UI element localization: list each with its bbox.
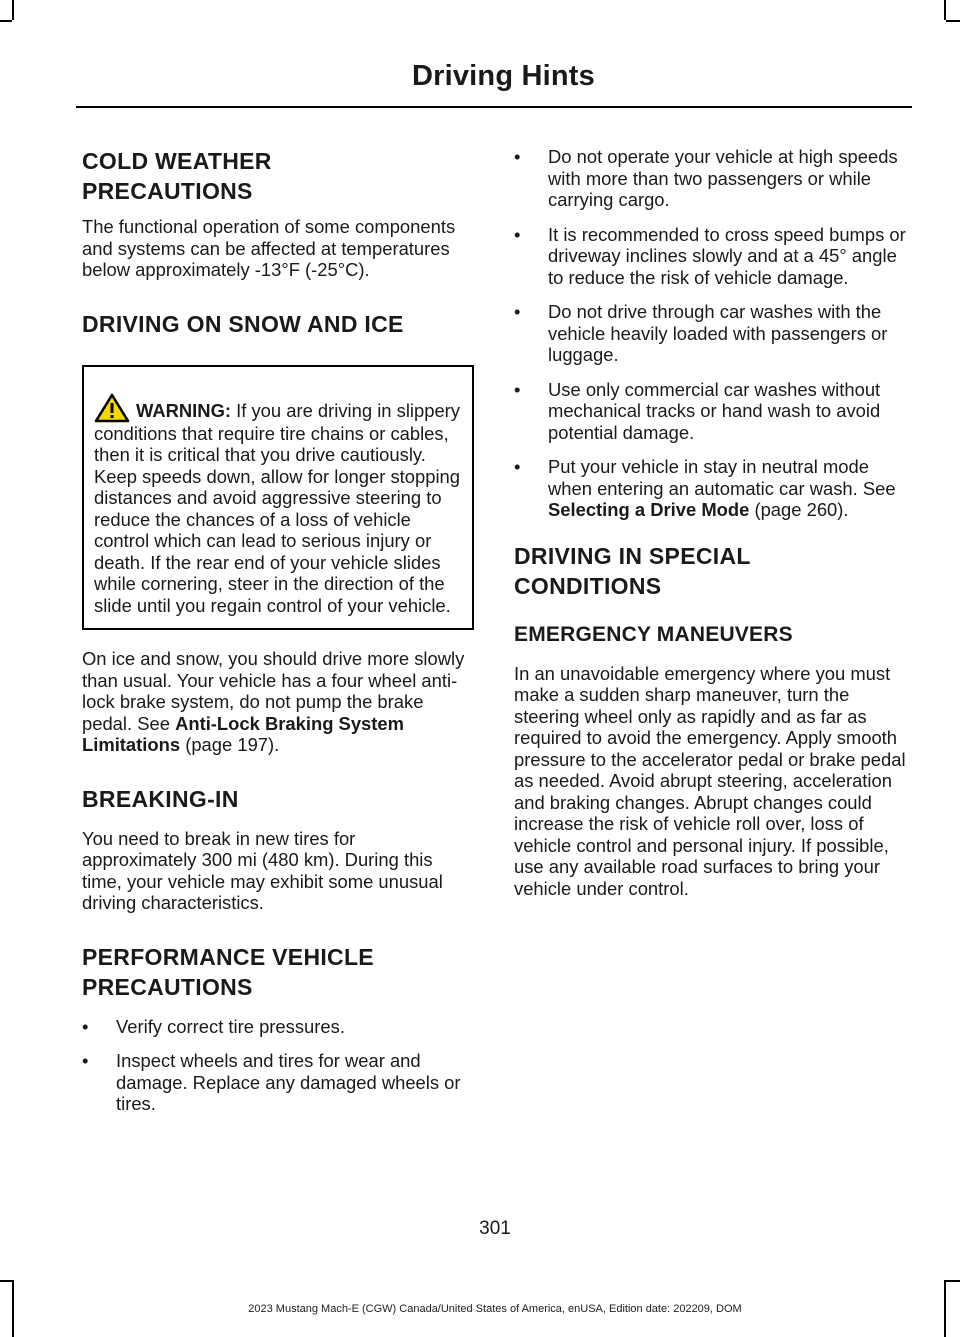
list-item: [514, 456, 908, 521]
heading-line: COLD WEATHER: [82, 148, 272, 174]
list-item: • Inspect wheels and tires for wear and damage. Replace any damaged wheels or tires.: [82, 1050, 474, 1115]
text-run: (page 260).: [749, 499, 849, 520]
page-title: Driving Hints: [411, 60, 595, 92]
warning-text: If you are driving in slippery conditions that require tire chains or cables, then it is critical that you drive cautiously. Keep speeds down, allow for longer stopping distances and avoid aggressive steering to reduce the chances of a loss of vehicle control which can lead to serious injury or death. If the rear end of your vehicle slides while cornering, steer in the direction of the slide until you regain control of your vehicle.: [94, 399, 461, 616]
heading-line: CONDITIONS: [514, 572, 662, 599]
crop-mark: [946, 20, 960, 22]
heading-line: PRECAUTIONS: [82, 178, 253, 204]
list-item: • Do not drive through car washes with the vehicle heavily loaded with passengers or luggage.: [514, 301, 908, 366]
header-divider: [76, 106, 912, 108]
breaking-in-text: You need to break in new tires for approximately 300 mi (480 km). During this time, your vehicle may exhibit some unusual driving characteristics.: [82, 827, 443, 913]
left-column: [82, 146, 474, 1143]
performance-list: [82, 1016, 474, 1115]
list-item: • Do not operate your vehicle at high speeds with more than two passengers or while carrying cargo.: [514, 146, 908, 211]
list-item: • It is recommended to cross speed bumps or driveway inclines slowly and at a 45° angle to reduce the risk of vehicle damage.: [514, 224, 908, 289]
warning-label: WARNING:: [136, 399, 232, 421]
special-conditions-heading: [514, 541, 908, 601]
performance-heading: [82, 942, 474, 1002]
warning-box: [82, 365, 474, 631]
crop-mark: [946, 1280, 960, 1282]
abs-limitations-link[interactable]: Anti-Lock Braking System Limitations: [82, 712, 404, 755]
cold-weather-heading: [82, 146, 474, 206]
warning-triangle-icon: [94, 393, 130, 423]
crop-mark: [944, 0, 946, 20]
page-number: 301: [479, 1218, 511, 1239]
heading-line: PERFORMANCE VEHICLE: [82, 943, 374, 970]
cold-weather-text: The functional operation of some components and systems can be affected at temperatures below approximately -13°F (-25°C).: [82, 216, 456, 280]
crop-mark: [12, 0, 14, 20]
crop-mark: [0, 1280, 12, 1282]
emergency-heading: EMERGENCY MANEUVERS: [514, 622, 793, 646]
list-item: • Verify correct tire pressures.: [82, 1016, 474, 1038]
precautions-list: [514, 146, 908, 521]
text-run: (page 197).: [180, 734, 280, 755]
footer-text: 2023 Mustang Mach-E (CGW) Canada/United States of America, enUSA, Edition date: 202209, DOM: [248, 1303, 742, 1315]
right-column: [514, 146, 908, 927]
heading-line: DRIVING IN SPECIAL: [514, 542, 751, 569]
snow-ice-text: [82, 648, 474, 756]
text-run: Put your vehicle in stay in neutral mode when entering an automatic car wash. See: [548, 456, 896, 499]
breaking-in-heading: BREAKING-IN: [82, 785, 239, 812]
snow-ice-heading: DRIVING ON SNOW AND ICE: [82, 310, 404, 337]
emergency-text: In an unavoidable emergency where you must make a sudden sharp maneuver, turn the steering wheel only as rapidly and as far as required to avoid the emergency. Apply smooth pressure to the accelerator pedal or brake pedal as needed. Avoid abrupt steering, acceleration and braking changes. Abrupt changes could increase the risk of vehicle roll over, loss of vehicle control and personal injury. If possible, use any available road surfaces to bring your vehicle under control.: [514, 662, 906, 899]
drive-mode-link[interactable]: Selecting a Drive Mode: [548, 499, 750, 520]
list-item: • Use only commercial car washes without mechanical tracks or hand wash to avoid potential damage.: [514, 379, 908, 444]
crop-mark: [0, 20, 12, 22]
heading-line: PRECAUTIONS: [82, 973, 253, 1000]
text-run: On ice and snow, you should drive more slowly than usual. Your vehicle has a four wheel anti-lock brake system, do not pump the brake pedal. See: [82, 648, 465, 734]
